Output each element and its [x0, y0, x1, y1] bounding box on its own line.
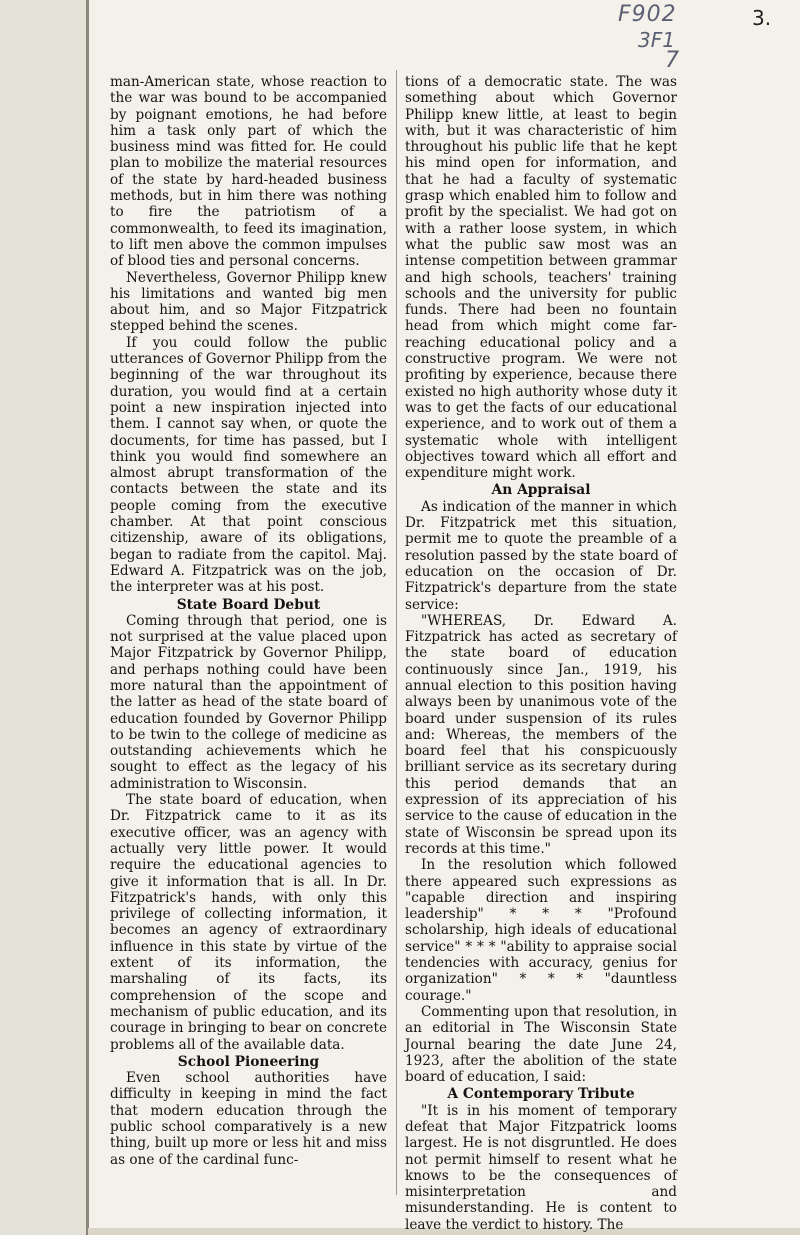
section-heading: State Board Debut: [176, 596, 321, 613]
handwritten-notation-line2: 3F1: [638, 28, 675, 52]
right-column: [405, 74, 677, 1233]
left-column: [110, 74, 387, 1168]
paragraph: In the resolution which followed there appeared such expressions as "capable direction and inspiring leadership" * * * "Profound scholarship, high ideals of educational service" * * * "ability to appraise social tendencies with accuracy, genius for organization" * * * "dauntless courage.": [405, 857, 677, 1004]
paragraph: The state board of education, when Dr. Fitzpatrick came to it as its executive officer, was an agency with actually very little power. It would require the educational agencies to give it information that is all. In Dr. Fitzpatrick's hands, with only this privilege of collecting information, it becomes an agency of extraordinary influence in this state by virtue of the extent of its information, the marshaling of its facts, its comprehension of the scope and mechanism of public education, and its courage in bringing to bear on concrete problems all of the available data.: [110, 792, 387, 1053]
section-heading: An Appraisal: [491, 482, 591, 499]
page-number: 3.: [752, 6, 772, 30]
paragraph: Even school authorities have difficulty in keeping in mind the fact that modern education through the public school comparatively is a new thing, built up more or less hit and miss as one of the cardinal func-: [110, 1070, 387, 1168]
paragraph: Coming through that period, one is not surprised at the value placed upon Major Fitzpatrick by Governor Philipp, and perhaps nothing could have been more natural than the appointment of the latter as head of the state board of education founded by Governor Philipp to be twin to the college of medicine as outstanding achievements which he sought to effect as the legacy of his administration to Wisconsin.: [110, 612, 387, 792]
paragraph: "WHEREAS, Dr. Edward A. Fitzpatrick has acted as secretary of the state board of education continuously since Jan., 1919, his annual election to this position having always been by unanimous vote of the board under suspension of its rules and: Whereas, the members of the board feel that his conspicuously brilliant service as its secretary during this period demands that an expression of its appreciation of his service to the cause of education in the state of Wisconsin be spread upon its records at this time.": [405, 612, 677, 857]
column-divider: [396, 70, 397, 1195]
paragraph: Commenting upon that resolution, in an editorial in The Wisconsin State Journal bearing the date June 24, 1923, after the abolition of the state board of education, I said:: [405, 1003, 677, 1086]
paragraph: "It is in his moment of temporary defeat that Major Fitzpatrick looms largest. He is not disgruntled. He does not permit himself to resent what he knows to be the consequences of misinterpretation and misunderstanding. He is content to leave the verdict to history. The: [405, 1102, 677, 1233]
paragraph: As indication of the manner in which Dr. Fitzpatrick met this situation, permit me to quote the preamble of a resolution passed by the state board of education on the occasion of Dr. Fitzpatrick's departure from the state service:: [405, 498, 677, 613]
paragraph: tions of a democratic state. The was something about which Governor Philipp knew little, at least to begin with, but it was characteristic of him throughout his public life that he kept his mind open for information, and that he had a faculty of systematic grasp which enabled him to follow and profit by the specialist. We had got on with a rather loose system, in which what the public saw most was an intense competition between grammar and high schools, teachers' training schools and the university for public funds. There had been no fountain head from which might come far-reaching educational policy and a constructive program. We were not profiting by experience, because there existed no high authority whose duty it was to get the facts of our educational experience, and to work out of them a systematic whole with intelligent objectives toward which all effort and expenditure might work.: [405, 74, 677, 482]
section-heading: School Pioneering: [177, 1053, 320, 1070]
handwritten-notation-line3: 7: [665, 48, 679, 73]
handwritten-notation-line1: F902: [618, 2, 677, 27]
paragraph: If you could follow the public utterances of Governor Philipp from the beginning of the war throughout its duration, you would find at a certain point a new inspiration injected into them. I cannot say when, or quote the documents, for time has passed, but I think you would find somewhere an almost abrupt transformation of the contacts between the state and its people coming from the executive chamber. At that point conscious citizenship, aware of its obligations, began to radiate from the capitol. Maj. Edward A. Fitzpatrick was on the job, the interpreter was at his post.: [110, 334, 387, 596]
paragraph: man-American state, whose reaction to the war was bound to be accompanied by poignant emotions, he had before him a task only part of which the business mind was fitted for. He could plan to mobilize the material resources of the state by hard-headed business methods, but in him there was nothing to fire the patriotism of a commonwealth, to feed its imagination, to lift men above the common impulses of blood ties and personal concerns.: [110, 74, 387, 270]
page-edge-shadow: [86, 0, 89, 1235]
section-heading: A Contemporary Tribute: [447, 1086, 635, 1103]
paragraph: Nevertheless, Governor Philipp knew his limitations and wanted big men about him, and so Major Fitzpatrick stepped behind the scenes.: [110, 269, 387, 335]
